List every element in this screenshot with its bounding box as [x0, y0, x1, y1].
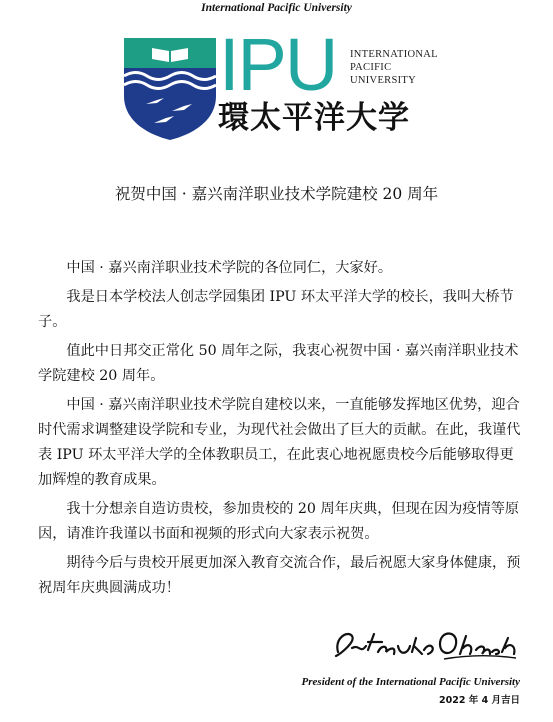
logo-english-line: PACIFIC [350, 62, 392, 73]
letter-paragraph: 值此中日邦交正常化 50 周年之际，我衷心祝贺中国 · 嘉兴南洋职业技术学院建校 20 周年。 [38, 343, 519, 384]
header-caption: International Pacific University [201, 2, 352, 14]
logo-english-line: INTERNATIONAL [350, 49, 438, 60]
logo-english-name [350, 48, 438, 87]
logo-english-line: UNIVERSITY [350, 75, 416, 86]
letter-paragraph: 我十分想亲自造访贵校，参加贵校的 20 周年庆典，但现在因为疫情等原因，请准许我谨以书面和视频的形式向大家表示祝贺。 [38, 501, 520, 542]
letter-paragraph: 期待今后与贵校开展更加深入教育交流合作，最后祝愿大家身体健康，预祝周年庆典圆满成功！ [38, 555, 521, 596]
university-logo [124, 23, 444, 140]
letter-paragraph: 中国 · 嘉兴南洋职业技术学院自建校以来，一直能够发挥地区优势，迎合时代需求调整建设学院和专业，为现代社会做出了巨大的贡献。在此，我谨代表 IPU 环太平洋大学的全体教职员工，在此衷心地祝愿贵校今后能够取得更加辉煌的教育成果。 [38, 397, 521, 488]
letter-paragraph: 中国 · 嘉兴南洋职业技术学院的各位同仁，大家好。 [66, 260, 393, 276]
letter-body [38, 256, 523, 605]
letter-paragraph: 我是日本学校法人创志学园集团 IPU 环太平洋大学的校长，我叫大桥节子。 [38, 289, 514, 330]
logo-chinese-name: 環太平洋大学 [218, 100, 410, 136]
crest-icon [124, 38, 216, 140]
handwritten-signature [330, 624, 520, 664]
signature-title: President of the International Pacific University [301, 676, 520, 688]
letter-title: 祝贺中国 · 嘉兴南洋职业技术学院建校 20 周年 [114, 185, 439, 203]
logo-ipu-text: IPU [219, 23, 337, 106]
signature-date: 2022 年 4 月吉日 [439, 695, 520, 706]
